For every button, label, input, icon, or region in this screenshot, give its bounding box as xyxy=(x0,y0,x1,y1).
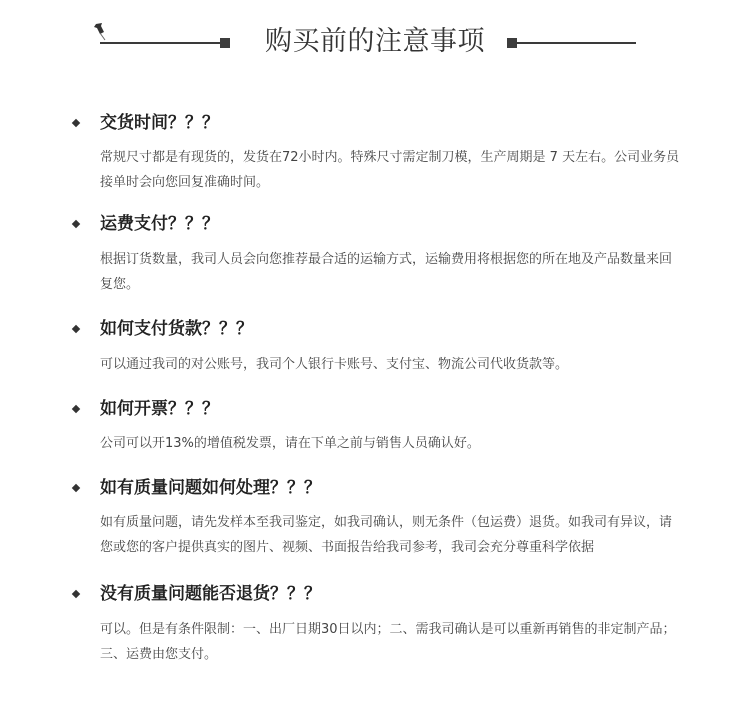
diamond-bullet-icon xyxy=(72,325,80,333)
diamond-bullet-icon xyxy=(72,590,80,598)
faq-answer: 根据订货数量，我司人员会向您推荐最合适的运输方式，运输费用将根据您的所在地及产品数量来回复您。 xyxy=(100,252,673,292)
faq-answer: 可以通过我司的对公账号，我司个人银行卡账号、支付宝、物流公司代收货款等。 xyxy=(100,357,569,372)
faq-answer: 如有质量问题，请先发样本至我司鉴定，如我司确认，则无条件（包运费）退货。如我司有异议，请您或您的客户提供真实的图片、视频、书面报告给我司参考，我司会充分尊重科学依据 xyxy=(100,515,673,555)
faq-answer: 常规尺寸都是有现货的，发货在72小时内。特殊尺寸需定制刀模，生产周期是 7 天左右。公司业务员接单时会向您回复准确时间。 xyxy=(100,150,680,190)
right-divider-line xyxy=(515,42,636,44)
diamond-bullet-icon xyxy=(72,119,80,127)
faq-answer: 可以。但是有条件限制：一、出厂日期30日以内；二、需我司确认是可以重新再销售的非定制产品；三、运费由您支付。 xyxy=(100,622,676,662)
faq-question: 如有质量问题如何处理？？？ xyxy=(100,478,321,498)
diamond-bullet-icon xyxy=(72,484,80,492)
diamond-bullet-icon xyxy=(72,405,80,413)
faq-question: 交货时间？？？ xyxy=(100,113,219,133)
faq-question: 运费支付？？？ xyxy=(100,214,219,234)
faq-question: 如何支付货款？？？ xyxy=(100,319,253,339)
diamond-bullet-icon xyxy=(72,220,80,228)
faq-question: 如何开票？？？ xyxy=(100,399,219,419)
faq-answer: 公司可以开13%的增值税发票，请在下单之前与销售人员确认好。 xyxy=(100,436,480,451)
page-title: 购买前的注意事项 xyxy=(265,26,485,57)
page-header xyxy=(0,0,750,80)
faq-question: 没有质量问题能否退货？？？ xyxy=(100,584,321,604)
